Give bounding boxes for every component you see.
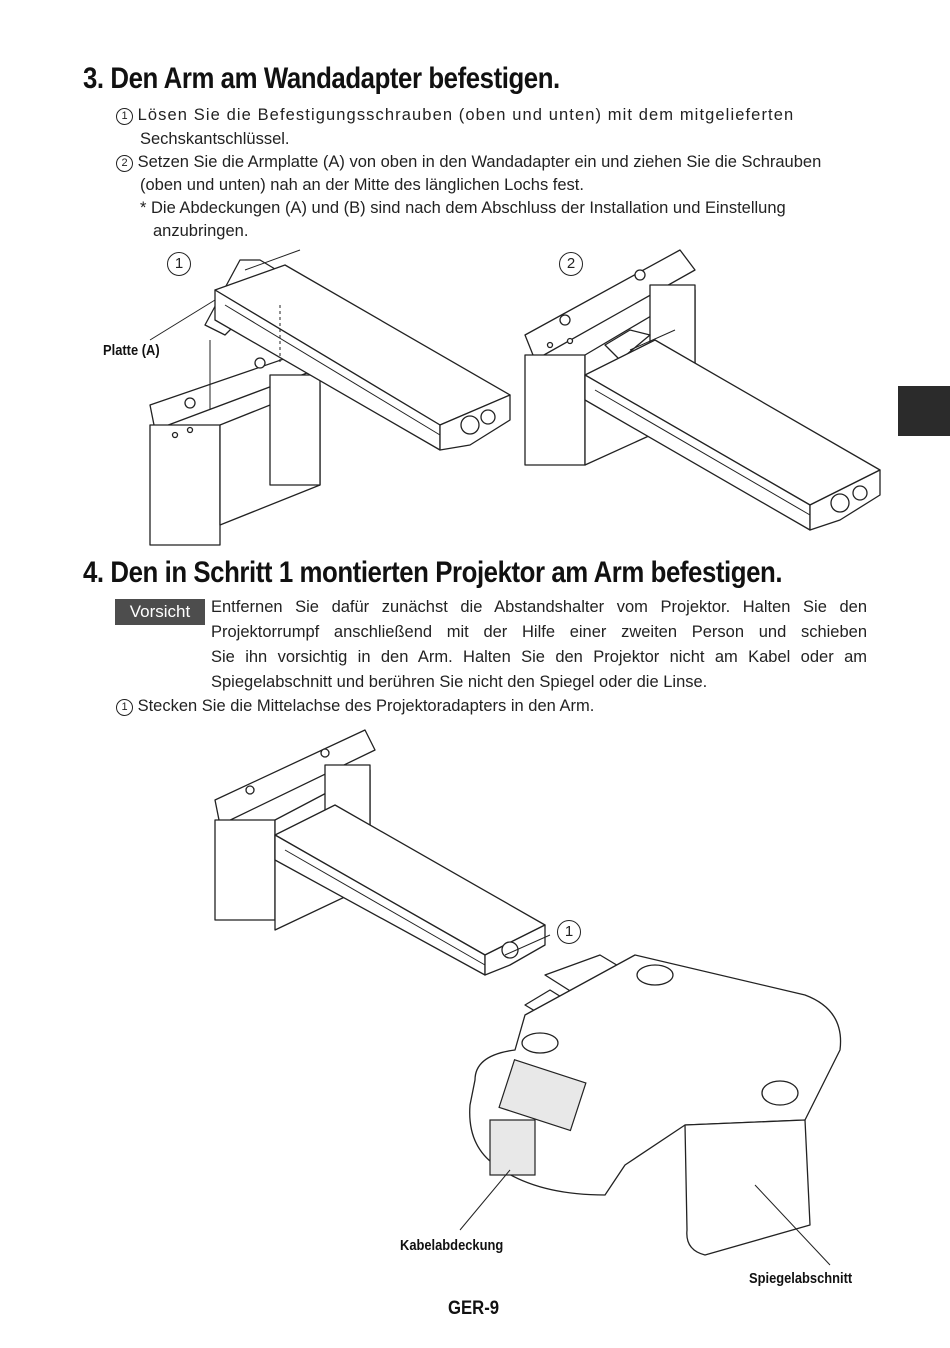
step-number-badge: 1 [116, 699, 133, 716]
chapter-tab [898, 386, 950, 436]
illustration-arm-step1 [140, 245, 520, 555]
figure-label-1: 1 [557, 920, 581, 944]
note-line2: anzubringen. [153, 222, 249, 240]
step1-line2: Sechskantschlüssel. [140, 130, 290, 148]
callout-plate-a: Platte (A) [103, 342, 160, 359]
page-number: GER-9 [448, 1298, 500, 1319]
step1-line1: Lösen Sie die Befestigungsschrauben (oben und unten) mit dem mitgelieferten [137, 106, 795, 124]
mirror-section [685, 1120, 810, 1255]
section3-step2 [116, 151, 876, 174]
callout-cable-cover: Kabelabdeckung [400, 1237, 504, 1254]
caution-line2: Projektorrumpf anschließend mit der Hilfe einer zweiten Person und schieben [211, 623, 867, 641]
caution-line4: Spiegelabschnitt und berühren Sie nicht den Spiegel oder die Linse. [211, 673, 708, 691]
caution-badge: Vorsicht [115, 599, 205, 625]
step-number-badge: 2 [116, 155, 133, 172]
figure-label-2: 2 [559, 252, 583, 276]
figure-label-1: 1 [167, 252, 191, 276]
projector-grille [490, 1120, 535, 1175]
caution-line3: Sie ihn vorsichtig in den Arm. Halten Sie den Projektor nicht am Kabel oder am [211, 648, 867, 666]
step-number-badge: 1 [116, 108, 133, 125]
section3-step1 [116, 104, 876, 127]
illustration-projector-insertion [205, 725, 855, 1265]
step2-line1: Setzen Sie die Armplatte (A) von oben in den Wandadapter ein und ziehen Sie die Schrauben [137, 153, 822, 171]
note-line1: * Die Abdeckungen (A) und (B) sind nach dem Abschluss der Installation und Einstellung [140, 199, 786, 217]
section4-step1-text: Stecken Sie die Mittelachse des Projektoradapters in den Arm. [137, 697, 595, 715]
section3-title: 3. Den Arm am Wandadapter befestigen. [83, 62, 560, 95]
section4-step1 [116, 695, 594, 718]
callout-mirror-section: Spiegelabschnitt [749, 1270, 853, 1287]
adapter-left-block [150, 425, 220, 545]
caution-line1: Entfernen Sie dafür zunächst die Abstandshalter vom Projektor. Halten Sie den [211, 598, 867, 616]
section4-title: 4. Den in Schritt 1 montierten Projektor am Arm befestigen. [83, 556, 783, 589]
step2-line2: (oben und unten) nah an der Mitte des länglichen Lochs fest. [140, 176, 584, 194]
illustration-arm-step2 [520, 245, 890, 535]
